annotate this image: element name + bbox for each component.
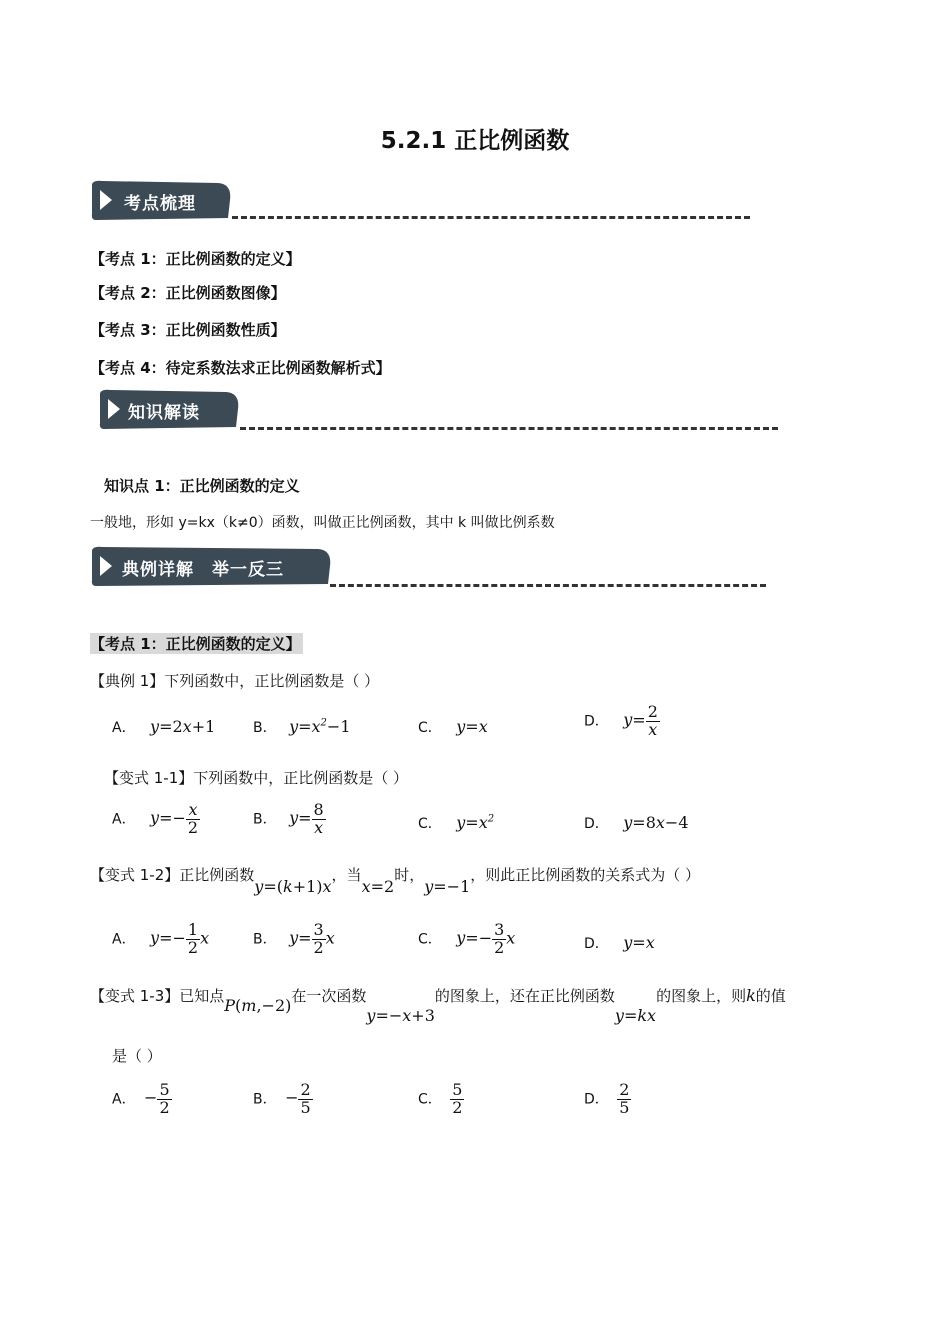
fraction: $\frac{1}{2}$ bbox=[187, 920, 199, 957]
question-stem: 【变式 1-1】下列函数中，正比例函数是（ ） bbox=[104, 769, 409, 787]
zhishi-body: 一般地，形如 y=kx（k≠0）函数，叫做正比例函数，其中 k 叫做比例系数 bbox=[90, 515, 555, 531]
option-c bbox=[418, 1082, 464, 1117]
stem-part: ，则此正比例函数的关系式为（ ） bbox=[470, 866, 701, 884]
dashed-rule bbox=[330, 584, 766, 587]
kaodian-item: 【考点 4：待定系数法求正比例函数解析式】 bbox=[90, 359, 391, 377]
inline-formula: y=−1 bbox=[424, 877, 471, 896]
option-formula: x bbox=[200, 928, 210, 948]
option-c bbox=[418, 922, 515, 957]
stem-part: 的图象上，还在正比例函数 bbox=[434, 987, 615, 1005]
option-formula: y bbox=[456, 928, 466, 948]
option-letter: C． bbox=[418, 931, 442, 948]
option-b bbox=[253, 1082, 313, 1117]
option-formula: +1 bbox=[191, 717, 216, 736]
option-letter: D． bbox=[584, 936, 609, 952]
option-formula: x bbox=[655, 813, 665, 832]
option-letter: A． bbox=[112, 720, 136, 736]
option-b bbox=[253, 802, 326, 837]
option-formula: y bbox=[623, 710, 633, 730]
option-letter: A． bbox=[112, 811, 136, 828]
inline-formula: x=2 bbox=[361, 877, 395, 896]
fraction: $\frac{2}{x}$ bbox=[647, 702, 658, 739]
option-a bbox=[112, 1082, 172, 1117]
stem-part: 时， bbox=[394, 866, 425, 884]
option-letter: B． bbox=[253, 1091, 277, 1108]
option-c bbox=[418, 717, 488, 737]
option-formula: x bbox=[506, 928, 516, 948]
stem-part: 【变式 1-2】正比例函数 bbox=[90, 866, 255, 884]
option-d bbox=[584, 813, 689, 833]
option-letter: A． bbox=[112, 931, 136, 948]
option-formula: y bbox=[289, 808, 299, 828]
fraction: $\frac{2}{5}$ bbox=[619, 1080, 630, 1117]
option-formula: =− bbox=[159, 808, 186, 828]
option-b bbox=[253, 922, 335, 957]
option-formula: y bbox=[289, 928, 299, 948]
option-c bbox=[418, 813, 494, 833]
option-formula: y bbox=[623, 813, 633, 832]
dashed-rule bbox=[232, 216, 750, 219]
option-a bbox=[112, 922, 209, 957]
inline-formula: P(m,−2) bbox=[224, 996, 292, 1015]
option-formula: x bbox=[478, 717, 488, 736]
option-formula: = bbox=[298, 717, 312, 736]
stem-part: ，当 bbox=[331, 866, 362, 884]
dashed-rule bbox=[240, 427, 778, 430]
option-letter: C． bbox=[418, 816, 442, 832]
option-formula: $x^2$ bbox=[478, 813, 495, 832]
option-formula: = bbox=[465, 717, 479, 736]
banner-zhishi bbox=[98, 389, 248, 429]
question-stem-cont: 是（ ） bbox=[112, 1047, 162, 1065]
question-stem bbox=[90, 985, 786, 1025]
fraction: $\frac{2}{5}$ bbox=[300, 1080, 311, 1117]
option-formula: y bbox=[623, 933, 633, 952]
fraction: $\frac{3}{2}$ bbox=[494, 920, 505, 957]
inline-formula: y=kx bbox=[614, 1006, 657, 1025]
option-b bbox=[253, 717, 351, 737]
option-formula: y bbox=[150, 717, 160, 736]
option-letter: D． bbox=[584, 713, 609, 730]
option-formula: −4 bbox=[664, 813, 689, 832]
section-tag: 【考点 1：正比例函数的定义】 bbox=[90, 635, 301, 653]
option-formula: = bbox=[298, 808, 312, 828]
fraction: $\frac{3}{2}$ bbox=[313, 920, 324, 957]
option-letter: A． bbox=[112, 1091, 136, 1108]
option-a bbox=[112, 802, 200, 837]
option-formula: y bbox=[456, 813, 466, 832]
fraction: $\frac{8}{x}$ bbox=[313, 800, 324, 837]
banner-label: 典例详解 举一反三 bbox=[122, 560, 284, 580]
option-formula: = bbox=[632, 933, 646, 952]
option-d bbox=[584, 1082, 631, 1117]
stem-part: 【变式 1-3】已知点 bbox=[90, 987, 225, 1005]
option-d bbox=[584, 704, 660, 739]
page-title: 5.2.1 正比例函数 bbox=[380, 128, 570, 154]
stem-part: k bbox=[746, 986, 756, 1005]
question-stem bbox=[90, 864, 701, 896]
kaodian-item: 【考点 1：正比例函数的定义】 bbox=[90, 250, 301, 268]
kaodian-item: 【考点 3：正比例函数性质】 bbox=[90, 321, 286, 339]
kaodian-item: 【考点 2：正比例函数图像】 bbox=[90, 284, 286, 302]
fraction: $\frac{5}{2}$ bbox=[452, 1080, 463, 1117]
option-formula: $x^2$ bbox=[311, 717, 327, 736]
option-formula: x bbox=[182, 717, 192, 736]
option-formula: − bbox=[144, 1088, 158, 1108]
zhishi-heading: 知识点 1：正比例函数的定义 bbox=[104, 477, 300, 495]
option-formula: =− bbox=[465, 928, 493, 948]
stem-part: 的图象上，则 bbox=[656, 987, 747, 1005]
banner-label: 知识解读 bbox=[128, 403, 200, 423]
option-formula: x bbox=[325, 928, 335, 948]
option-formula: = bbox=[298, 928, 312, 948]
option-formula: = bbox=[465, 813, 479, 832]
question-stem: 【典例 1】下列函数中，正比例函数是（ ） bbox=[90, 672, 380, 690]
option-a bbox=[112, 717, 215, 737]
option-formula: = bbox=[632, 710, 646, 730]
option-formula: y bbox=[150, 928, 160, 948]
option-formula: y bbox=[456, 717, 466, 736]
option-formula: =− bbox=[159, 928, 186, 948]
inline-formula: y=(k+1)x bbox=[254, 877, 332, 896]
option-letter: C． bbox=[418, 720, 442, 736]
option-letter: D． bbox=[584, 1091, 609, 1108]
banner-dianli bbox=[90, 546, 335, 586]
option-letter: C． bbox=[418, 1091, 442, 1108]
option-d bbox=[584, 933, 655, 953]
option-formula: =2 bbox=[159, 717, 183, 736]
inline-formula: y=−x+3 bbox=[366, 1006, 435, 1025]
fraction: $\frac{5}{2}$ bbox=[159, 1080, 170, 1117]
option-letter: B． bbox=[253, 811, 277, 828]
fraction: $\frac{x}{2}$ bbox=[187, 800, 199, 837]
stem-part: 在一次函数 bbox=[291, 987, 367, 1005]
option-formula: − bbox=[285, 1088, 299, 1108]
option-formula: x bbox=[645, 933, 655, 952]
banner-label: 考点梳理 bbox=[124, 194, 196, 214]
banner-kaodian bbox=[90, 180, 240, 220]
option-formula: y bbox=[150, 808, 160, 828]
option-formula: y bbox=[289, 717, 299, 736]
option-letter: D． bbox=[584, 816, 609, 832]
stem-part: 的值 bbox=[755, 987, 786, 1005]
option-letter: B． bbox=[253, 931, 277, 948]
option-letter: B． bbox=[253, 720, 277, 736]
option-formula: =8 bbox=[632, 813, 656, 832]
option-formula: −1 bbox=[326, 717, 351, 736]
